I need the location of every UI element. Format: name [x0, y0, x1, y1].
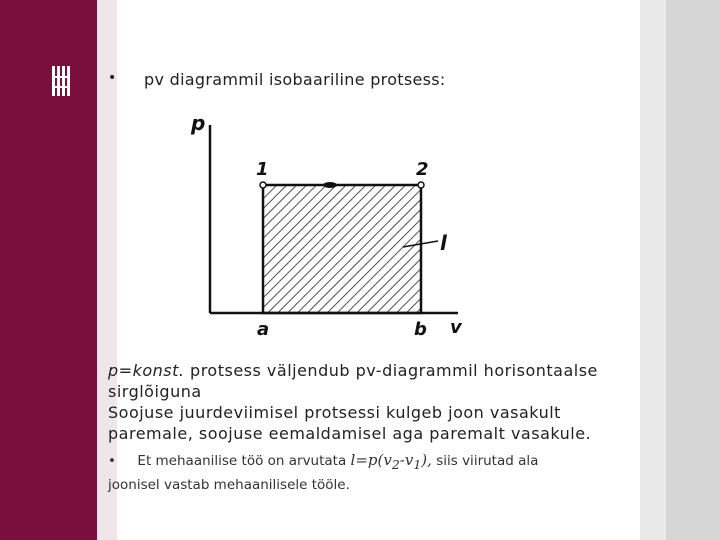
formula-part-minus: -v: [399, 451, 414, 469]
formula-part: l=p(v: [350, 451, 392, 469]
slide-title: pv diagrammil isobaariline protsess:: [144, 70, 446, 89]
point-2-marker: [418, 182, 424, 188]
note-line-1: [108, 450, 643, 475]
formula-sub-2: 2: [391, 457, 400, 472]
bullet-icon: •: [108, 453, 138, 469]
point-2-label: 2: [416, 159, 429, 180]
explanation-paragraph: [108, 360, 643, 444]
para-line-3: Soojuse juurdeviimisel protsessi kulgeb joon vasakult: [108, 403, 561, 422]
a-label: a: [257, 319, 270, 340]
point-1-marker: [260, 182, 266, 188]
pressure-constant-label: p=konst.: [108, 361, 185, 380]
note-after: siis viirutad ala: [431, 453, 539, 469]
right-decor-strip-dark: [666, 0, 720, 540]
b-label: b: [414, 319, 427, 340]
v-axis-label: v: [450, 317, 462, 338]
logo-icon: [52, 66, 70, 96]
note-text: Et mehaanilise töö on arvutata: [137, 453, 351, 469]
slide-content: [108, 0, 643, 540]
work-note: [108, 450, 643, 495]
para-line-1: [108, 360, 643, 381]
para-line-1-text: protsess väljendub pv-diagrammil horisontaalse: [184, 361, 598, 380]
process-arrow: [323, 182, 337, 188]
note-line-2: joonisel vastab mehaanilisele tööle.: [108, 477, 350, 493]
work-area: [263, 185, 421, 313]
bullet-icon: •: [108, 70, 117, 86]
formula-sub-1: 1: [413, 457, 422, 472]
formula-close: ),: [421, 451, 432, 469]
left-sidebar-bar: [0, 0, 97, 540]
pv-diagram: [188, 105, 488, 350]
work-formula: [350, 451, 432, 472]
point-1-label: 1: [256, 159, 269, 180]
work-label: l: [440, 231, 447, 255]
para-line-4: paremale, soojuse eemaldamisel aga paremalt vasakule.: [108, 424, 592, 443]
para-line-2: sirglõiguna: [108, 382, 202, 401]
p-axis-label: p: [191, 111, 206, 135]
